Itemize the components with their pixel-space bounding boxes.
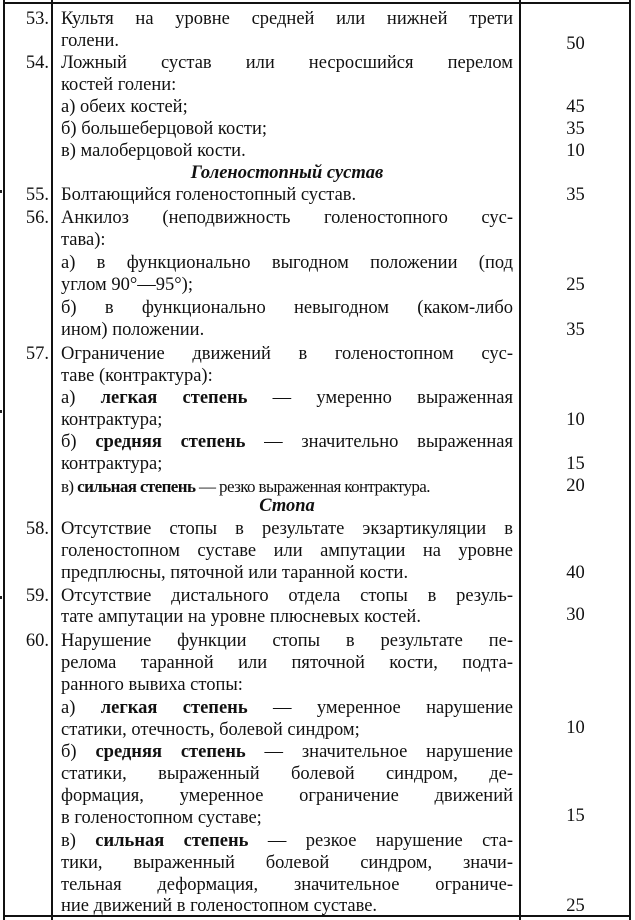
row-text: тельная деформация, значительное ограниче- — [61, 875, 513, 895]
scan-mark — [0, 410, 2, 413]
row-text: Анкилоз (неподвижность голеностопного сус- — [61, 208, 513, 228]
row-value: 35 — [566, 320, 585, 340]
row-text: в) сильная степень — резко выраженная контрактура. — [61, 477, 430, 496]
row-text: Ограничение движений в голеностопном сус- — [61, 344, 513, 364]
row-text: Болтающийся голеностопный сустав. — [61, 185, 357, 205]
row-text: ние движений в голеностопном суставе. — [61, 896, 378, 916]
row-text: статики, отечность, болевой синдром; — [61, 720, 360, 740]
row-value: 25 — [566, 275, 585, 295]
table-right-border — [629, 0, 631, 920]
row-number: 59. — [25, 586, 49, 606]
section-heading: Голеностопный сустав — [190, 163, 384, 183]
row-value: 15 — [566, 806, 585, 826]
row-text: тате ампутации на уровне плюсневых костей. — [61, 607, 421, 627]
row-text: ранного вывиха стопы: — [61, 675, 243, 695]
row-number: 56. — [25, 208, 49, 228]
row-value: 45 — [566, 97, 585, 117]
row-text: статики, выраженный болевой синдром, де- — [61, 764, 513, 784]
row-number: 54. — [25, 53, 49, 73]
row-text: тики, выраженный болевой синдром, значи- — [61, 853, 513, 873]
row-text: б) средняя степень — значительно выраженная — [61, 432, 513, 452]
row-value: 10 — [566, 718, 585, 738]
table-top-border — [3, 2, 631, 4]
row-value: 15 — [566, 454, 585, 474]
number-column-border — [51, 0, 53, 920]
row-text: б) средняя степень — значительное нарушение — [61, 742, 513, 762]
row-text: тава): — [61, 230, 106, 250]
row-text: а) обеих костей; — [61, 97, 188, 117]
row-text: голеностопном суставе или ампутации на уровне — [61, 541, 513, 561]
section-heading: Стопа — [259, 496, 315, 516]
row-text: углом 90°—95°); — [61, 275, 193, 295]
row-text: а) в функционально выгодном положении (под — [61, 253, 513, 273]
row-number: 60. — [25, 631, 49, 651]
row-value: 20 — [566, 476, 585, 496]
row-value: 30 — [566, 605, 585, 625]
row-text: костей голени: — [61, 75, 177, 95]
row-text: голени. — [61, 31, 120, 51]
row-value: 35 — [566, 185, 585, 205]
row-text: в голеностопном суставе; — [61, 808, 262, 828]
row-text: формация, умеренное ограничение движений — [61, 786, 513, 806]
row-number: 58. — [25, 519, 49, 539]
row-text: в) сильная степень — резкое нарушение ста- — [61, 831, 513, 851]
row-value: 40 — [566, 563, 585, 583]
row-value: 50 — [566, 34, 585, 54]
row-text: б) большеберцовой кости; — [61, 119, 268, 139]
row-text: а) легкая степень — умеренное нарушение — [61, 698, 513, 718]
row-text: Отсутствие стопы в результате экзартикуляции в — [61, 519, 513, 539]
row-text: Отсутствие дистального отдела стопы в резуль- — [61, 586, 513, 606]
row-text: предплюсны, пяточной или таранной кости. — [61, 563, 409, 583]
row-number: 53. — [25, 9, 49, 29]
row-number: 57. — [25, 344, 49, 364]
row-text: а) легкая степень — умеренно выраженная — [61, 388, 513, 408]
row-value: 10 — [566, 141, 585, 161]
row-number: 55. — [25, 185, 49, 205]
row-text: Ложный сустав или несросшийся перелом — [61, 53, 513, 73]
scan-mark — [0, 190, 2, 193]
row-value: 25 — [566, 896, 585, 916]
row-text: таве (контрактура): — [61, 366, 213, 386]
table-left-border — [3, 0, 5, 920]
row-text: Нарушение функции стопы в результате пе- — [61, 631, 513, 651]
row-text: ином) положении. — [61, 320, 205, 340]
row-value: 10 — [566, 410, 585, 430]
value-column-border — [519, 0, 521, 920]
row-text: в) малоберцовой кости. — [61, 141, 246, 161]
row-value: 35 — [566, 119, 585, 139]
row-text: релома таранной или пяточной кости, подта- — [61, 653, 513, 673]
row-text: б) в функционально невыгодном (каком-либо — [61, 298, 513, 318]
row-text: Культя на уровне средней или нижней трети — [61, 9, 513, 29]
scan-mark — [0, 596, 2, 599]
row-text: контрактура; — [61, 410, 163, 430]
row-text: контрактура; — [61, 454, 163, 474]
